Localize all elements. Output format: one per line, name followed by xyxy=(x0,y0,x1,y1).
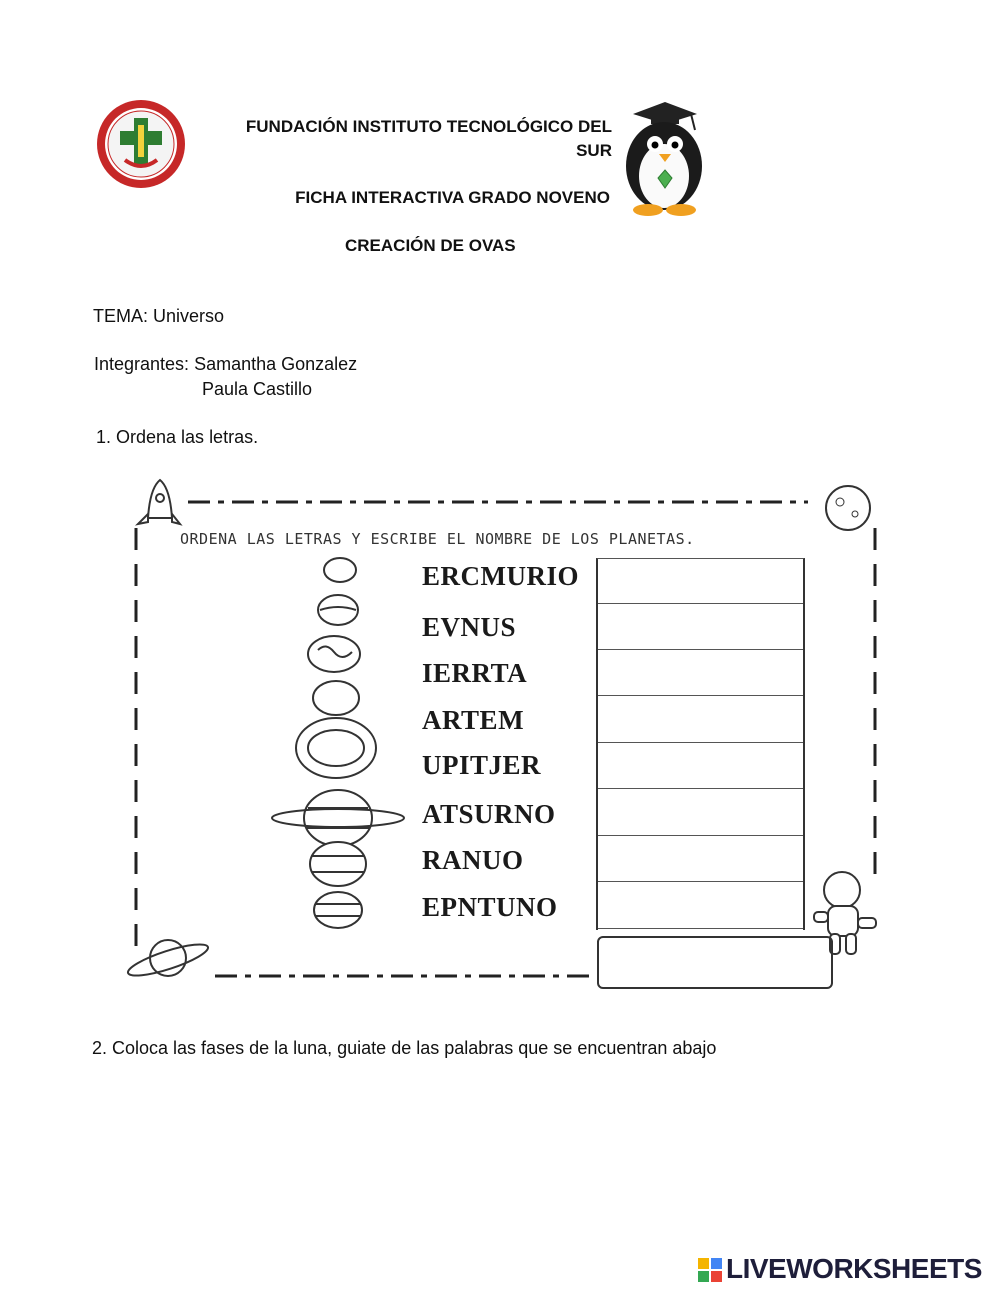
scrambled-word-5: UPITJER xyxy=(422,750,542,780)
exercise1-box-title: ORDENA LAS LETRAS Y ESCRIBE EL NOMBRE DE LOS PLANETAS. xyxy=(180,530,695,548)
answer-input-7[interactable] xyxy=(598,836,803,882)
worksheet-subtitle: CREACIÓN DE OVAS xyxy=(345,236,516,255)
answer-input-3[interactable] xyxy=(598,650,803,696)
scrambled-word-3: IERRTA xyxy=(422,658,528,688)
scrambled-word-7: RANUO xyxy=(422,845,524,875)
member-name: Paula Castillo xyxy=(202,379,313,399)
institution-name-line2: SUR xyxy=(576,141,612,160)
institution-name-line1: FUNDACIÓN INSTITUTO TECNOLÓGICO DEL xyxy=(245,117,612,136)
planets-illustration xyxy=(268,552,408,942)
worksheet-title: FICHA INTERACTIVA GRADO NOVENO xyxy=(295,188,610,207)
moon-icon xyxy=(826,486,870,530)
exercise2-instruction: 2. Coloca las fases de la luna, guiate de las palabras que se encuentran abajo xyxy=(92,1038,717,1058)
answer-input-4[interactable] xyxy=(598,697,803,743)
answer-input-6[interactable] xyxy=(598,790,803,836)
exercise1-instruction: 1. Ordena las letras. xyxy=(96,427,259,447)
bonus-answer-box[interactable] xyxy=(597,936,833,989)
scrambled-word-8: EPNTUNO xyxy=(422,892,558,922)
tema-line: TEMA: Universo xyxy=(93,306,225,326)
scrambled-word-4: ARTEM xyxy=(422,705,525,735)
scrambled-word-1: ERCMURIO xyxy=(422,561,579,591)
answer-input-5[interactable] xyxy=(598,743,803,789)
liveworksheets-logo-icon xyxy=(698,1258,722,1282)
penguin-mascot xyxy=(615,100,713,218)
scrambled-word-6: ATSURNO xyxy=(422,799,556,829)
answer-input-8[interactable] xyxy=(598,883,803,929)
school-logo xyxy=(95,98,187,190)
answer-input-2[interactable] xyxy=(598,604,803,650)
rocket-icon xyxy=(138,480,180,524)
integrantes-line: Integrantes: Samantha Gonzalez xyxy=(94,354,358,374)
answer-input-1[interactable] xyxy=(598,558,803,604)
saturn-icon xyxy=(125,938,210,981)
liveworksheets-brand[interactable]: LIVEWORKSHEETS xyxy=(726,1253,982,1284)
scrambled-word-2: EVNUS xyxy=(422,612,517,642)
